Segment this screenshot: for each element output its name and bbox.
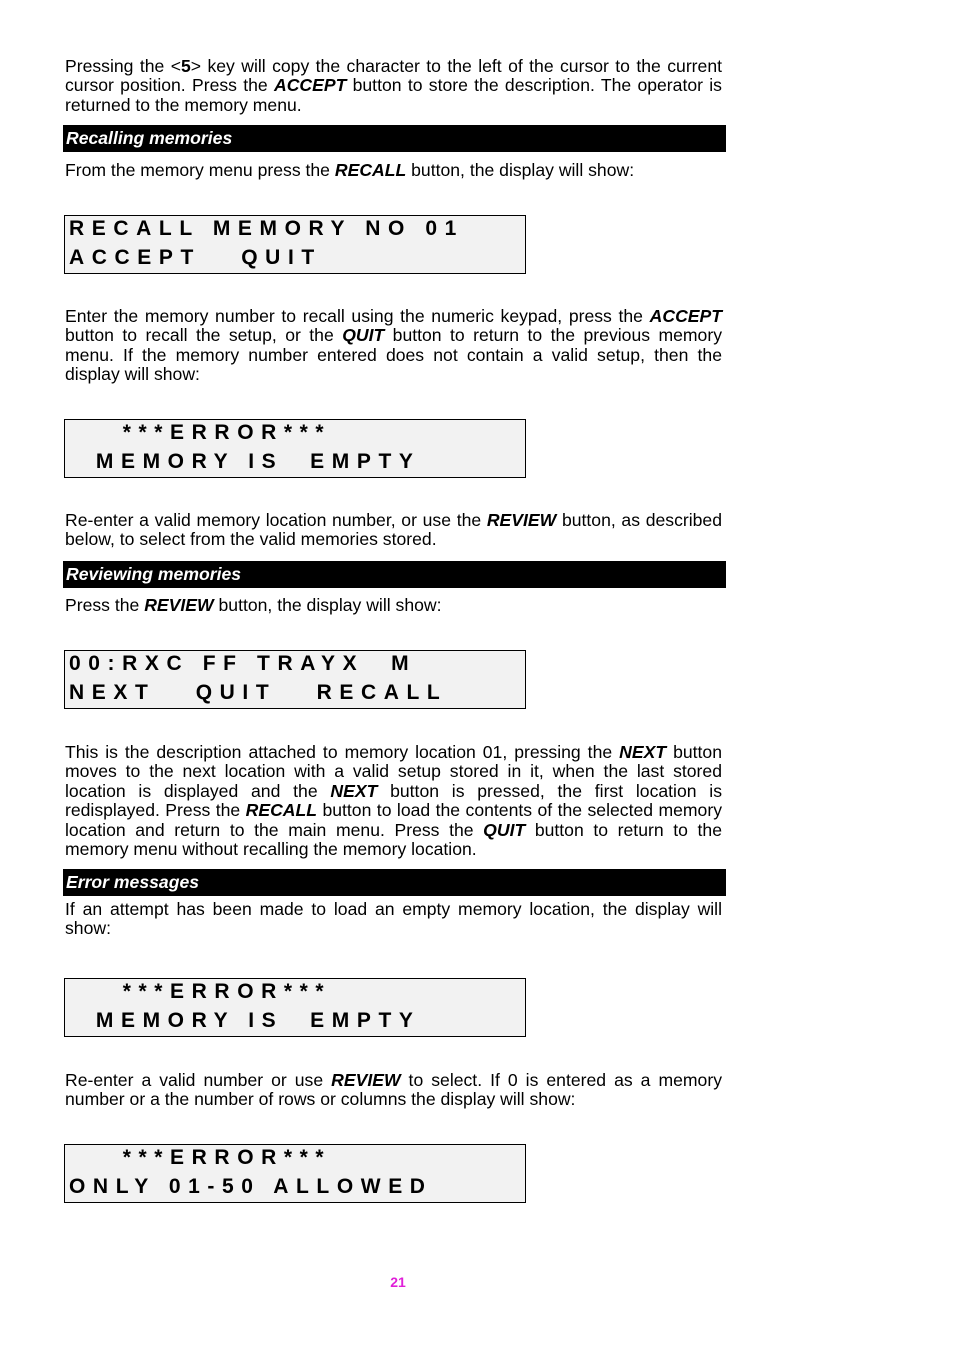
lcd-line-1: ***ERROR*** [69, 1146, 332, 1169]
lcd-line-2: MEMORY IS EMPTY [69, 1009, 421, 1032]
lcd-line-2: ACCEPT QUIT [69, 246, 322, 269]
lcd-line-1: 00:RXC FF TRAYX M [69, 652, 417, 675]
recall-detail-paragraph: Enter the memory number to recall using the numeric keypad, press the ACCEPT button to recall the setup, or the QUIT button to return to the previous memory menu. If the memory number entered does not contain a valid setup, then the display will show: [65, 306, 722, 385]
page-number: 21 [390, 1274, 406, 1290]
review-detail-paragraph: This is the description attached to memory location 01, pressing the NEXT button moves to the next location with a valid setup stored in it, when the last stored location is displayed and the NEXT button is pressed, the first location is redisplayed. Press the RECALL button to load the contents of the selected memory location and return to the main menu. Press the QUIT button to return to the memory menu without recalling the memory location. [65, 742, 723, 860]
lcd-display-review [64, 650, 526, 709]
error-intro-paragraph: If an attempt has been made to load an empty memory location, the display will show: [65, 899, 722, 939]
lcd-line-1: RECALL MEMORY NO 01 [69, 217, 464, 240]
error-reenter-paragraph: Re-enter a valid number or use REVIEW to select. If 0 is entered as a memory number or a the number of rows or columns the display will show: [65, 1070, 722, 1110]
lcd-display-range-error [64, 1144, 526, 1203]
lcd-display-empty-error [64, 419, 526, 478]
lcd-display-recall [64, 215, 526, 274]
lcd-line-2: MEMORY IS EMPTY [69, 450, 421, 473]
intro-paragraph: Pressing the <5> key will copy the character to the left of the cursor to the current cursor position. Press the ACCEPT button to store the description. The operator is returned to the memory menu. [65, 56, 722, 115]
section-heading-recalling: Recalling memories [63, 125, 726, 152]
lcd-line-1: ***ERROR*** [69, 421, 332, 444]
lcd-line-2: ONLY 01-50 ALLOWED [69, 1175, 433, 1198]
review-intro-paragraph: Press the REVIEW button, the display will show: [65, 595, 442, 615]
lcd-line-2: NEXT QUIT RECALL [69, 681, 448, 704]
reenter-review-paragraph: Re-enter a valid memory location number, or use the REVIEW button, as described below, to select from the valid memories stored. [65, 510, 722, 550]
recall-intro-paragraph: From the memory menu press the RECALL button, the display will show: [65, 160, 635, 180]
section-heading-reviewing: Reviewing memories [63, 561, 726, 588]
lcd-line-1: ***ERROR*** [69, 980, 332, 1003]
section-heading-errors: Error messages [63, 869, 726, 896]
lcd-display-empty-error-2 [64, 978, 526, 1037]
